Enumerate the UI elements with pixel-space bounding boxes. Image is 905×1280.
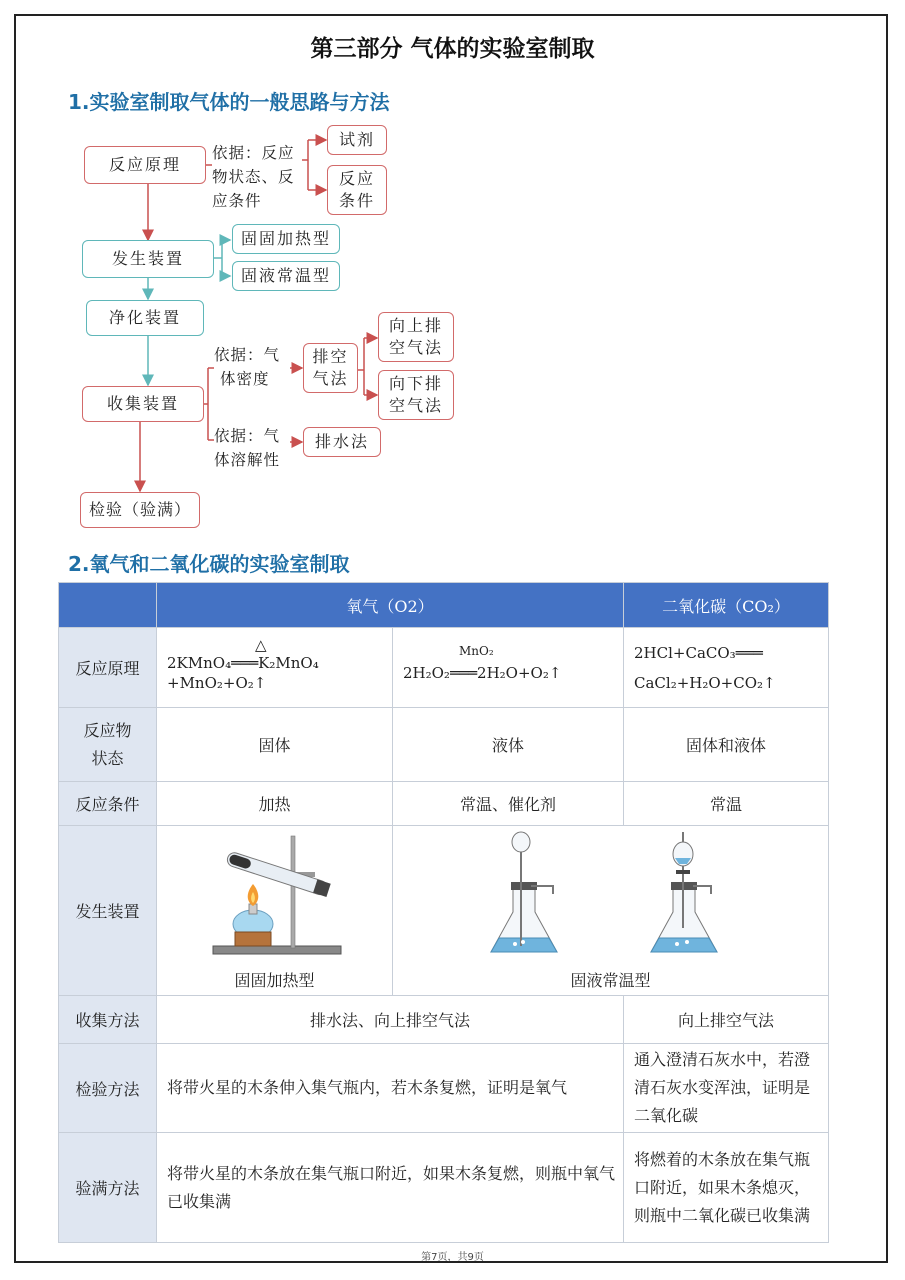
flow-down-air-line1: 向下排 bbox=[388, 374, 443, 393]
flow-solid-heat-box: 固固加热型 bbox=[232, 224, 340, 254]
flow-up-air-line1: 向上排 bbox=[388, 316, 443, 335]
flow-purify-box: 净化装置 bbox=[86, 300, 204, 336]
row-label-test: 检验方法 bbox=[59, 1044, 157, 1133]
flow-basis3-line1: 依据：气 bbox=[214, 427, 281, 445]
cell-state-co2: 固体和液体 bbox=[624, 708, 829, 782]
cell-apparatus-solid-heat bbox=[157, 826, 393, 996]
flow-collect-box: 收集装置 bbox=[82, 386, 204, 422]
table-row-state bbox=[59, 708, 829, 782]
header-blank bbox=[59, 583, 157, 628]
cell-full-o2: 将带火星的木条放在集气瓶口附近，如果木条复燃，则瓶中氧气已收集满 bbox=[157, 1133, 624, 1243]
flow-water-box: 排水法 bbox=[303, 427, 381, 457]
cell-test-co2: 通入澄清石灰水中，若澄清石灰水变浑浊，证明是二氧化碳 bbox=[624, 1044, 829, 1133]
co2-line2: CaCl₂+H₂O+CO₂↑ bbox=[634, 673, 776, 692]
flow-condition-line1: 反应 bbox=[338, 169, 375, 188]
cell-condition-kmno4: 加热 bbox=[157, 782, 393, 826]
flow-down-air-line2: 空气法 bbox=[388, 396, 443, 415]
caption-solid-heat: 固固加热型 bbox=[234, 971, 315, 990]
flow-basis1-line1: 依据：反应 bbox=[212, 144, 295, 162]
h2o2-line1: 2H₂O₂═══2H₂O+O₂↑ bbox=[403, 663, 562, 682]
cell-condition-h2o2: 常温、催化剂 bbox=[393, 782, 624, 826]
gas-preparation-table bbox=[58, 582, 829, 1243]
flow-reagent-box: 试剂 bbox=[327, 125, 387, 155]
flow-generator-box: 发生装置 bbox=[82, 240, 214, 278]
kmno4-line1: 2KMnO₄═══K₂MnO₄ bbox=[167, 653, 319, 672]
flow-up-air-line2: 空气法 bbox=[388, 338, 443, 357]
flow-basis2-note bbox=[214, 343, 280, 391]
cell-kmno4-equation bbox=[157, 628, 393, 708]
flow-solid-liquid-box: 固液常温型 bbox=[232, 261, 340, 291]
table-row-apparatus bbox=[59, 826, 829, 996]
table-row-condition bbox=[59, 782, 829, 826]
flow-condition-line2: 条件 bbox=[338, 191, 375, 210]
flow-basis1-note bbox=[212, 141, 295, 213]
flow-up-air-box bbox=[378, 312, 454, 362]
table-row-collection bbox=[59, 996, 829, 1044]
section1-heading: 1.实验室制取气体的一般思路与方法 bbox=[68, 90, 390, 114]
flow-down-air-box bbox=[378, 370, 454, 420]
cell-co2-equation bbox=[624, 628, 829, 708]
table-row-full bbox=[59, 1133, 829, 1243]
cell-state-kmno4: 固体 bbox=[157, 708, 393, 782]
row-label-apparatus: 发生装置 bbox=[59, 826, 157, 996]
table-header-row bbox=[59, 583, 829, 628]
row-label-principle: 反应原理 bbox=[59, 628, 157, 708]
flow-basis2-line1: 依据：气 bbox=[214, 346, 281, 364]
cell-test-o2: 将带火星的木条伸入集气瓶内，若木条复燃，证明是氧气 bbox=[157, 1044, 624, 1133]
cell-full-co2: 将燃着的木条放在集气瓶口附近，如果木条熄灭，则瓶中二氧化碳已收集满 bbox=[624, 1133, 829, 1243]
cell-collection-co2: 向上排空气法 bbox=[624, 996, 829, 1044]
flow-air-line1: 排空 bbox=[312, 347, 349, 366]
flowchart-connectors bbox=[0, 0, 905, 560]
co2-line1: 2HCl+CaCO₃═══ bbox=[634, 643, 763, 662]
header-o2: 氧气（O2） bbox=[157, 583, 624, 628]
flow-condition-box bbox=[327, 165, 387, 215]
flow-basis3-line2: 体溶解性 bbox=[214, 451, 281, 469]
row-label-full: 验满方法 bbox=[59, 1133, 157, 1243]
header-co2: 二氧化碳（CO₂） bbox=[624, 583, 829, 628]
section2-heading: 2.氧气和二氧化碳的实验室制取 bbox=[68, 552, 350, 576]
table-row-test bbox=[59, 1044, 829, 1133]
flow-basis1-line2: 物状态、反 bbox=[212, 168, 295, 186]
table-row-principle bbox=[59, 628, 829, 708]
row-label-condition: 反应条件 bbox=[59, 782, 157, 826]
flow-principle-box: 反应原理 bbox=[84, 146, 206, 184]
flow-basis1-line3: 应条件 bbox=[212, 192, 262, 210]
cell-collection-o2: 排水法、向上排空气法 bbox=[157, 996, 624, 1044]
cell-apparatus-solid-liquid bbox=[393, 826, 829, 996]
kmno4-line2: +MnO₂+O₂↑ bbox=[167, 673, 267, 692]
flow-test-box: 检验（验满） bbox=[80, 492, 200, 528]
row-label-state-line1: 反应物 bbox=[83, 720, 132, 740]
kmno4-condition: △ bbox=[255, 635, 267, 654]
caption-solid-liquid: 固液常温型 bbox=[570, 971, 651, 990]
flow-basis3-note bbox=[214, 424, 280, 472]
row-label-state-line2: 状态 bbox=[91, 748, 124, 768]
solid-liquid-apparatus-illustration bbox=[461, 828, 761, 960]
cell-h2o2-equation bbox=[393, 628, 624, 708]
flow-air-line2: 气法 bbox=[312, 369, 349, 388]
row-label-state bbox=[59, 708, 157, 782]
cell-state-h2o2: 液体 bbox=[393, 708, 624, 782]
cell-condition-co2: 常温 bbox=[624, 782, 829, 826]
flow-air-box bbox=[303, 343, 358, 393]
page-footer: 第7页，共9页 bbox=[421, 1252, 484, 1263]
flow-basis2-line2: 体密度 bbox=[220, 370, 270, 388]
solid-heating-apparatus-illustration bbox=[205, 828, 345, 960]
page-title: 第三部分 气体的实验室制取 bbox=[310, 36, 595, 62]
row-label-collection: 收集方法 bbox=[59, 996, 157, 1044]
h2o2-condition: MnO₂ bbox=[459, 643, 494, 658]
